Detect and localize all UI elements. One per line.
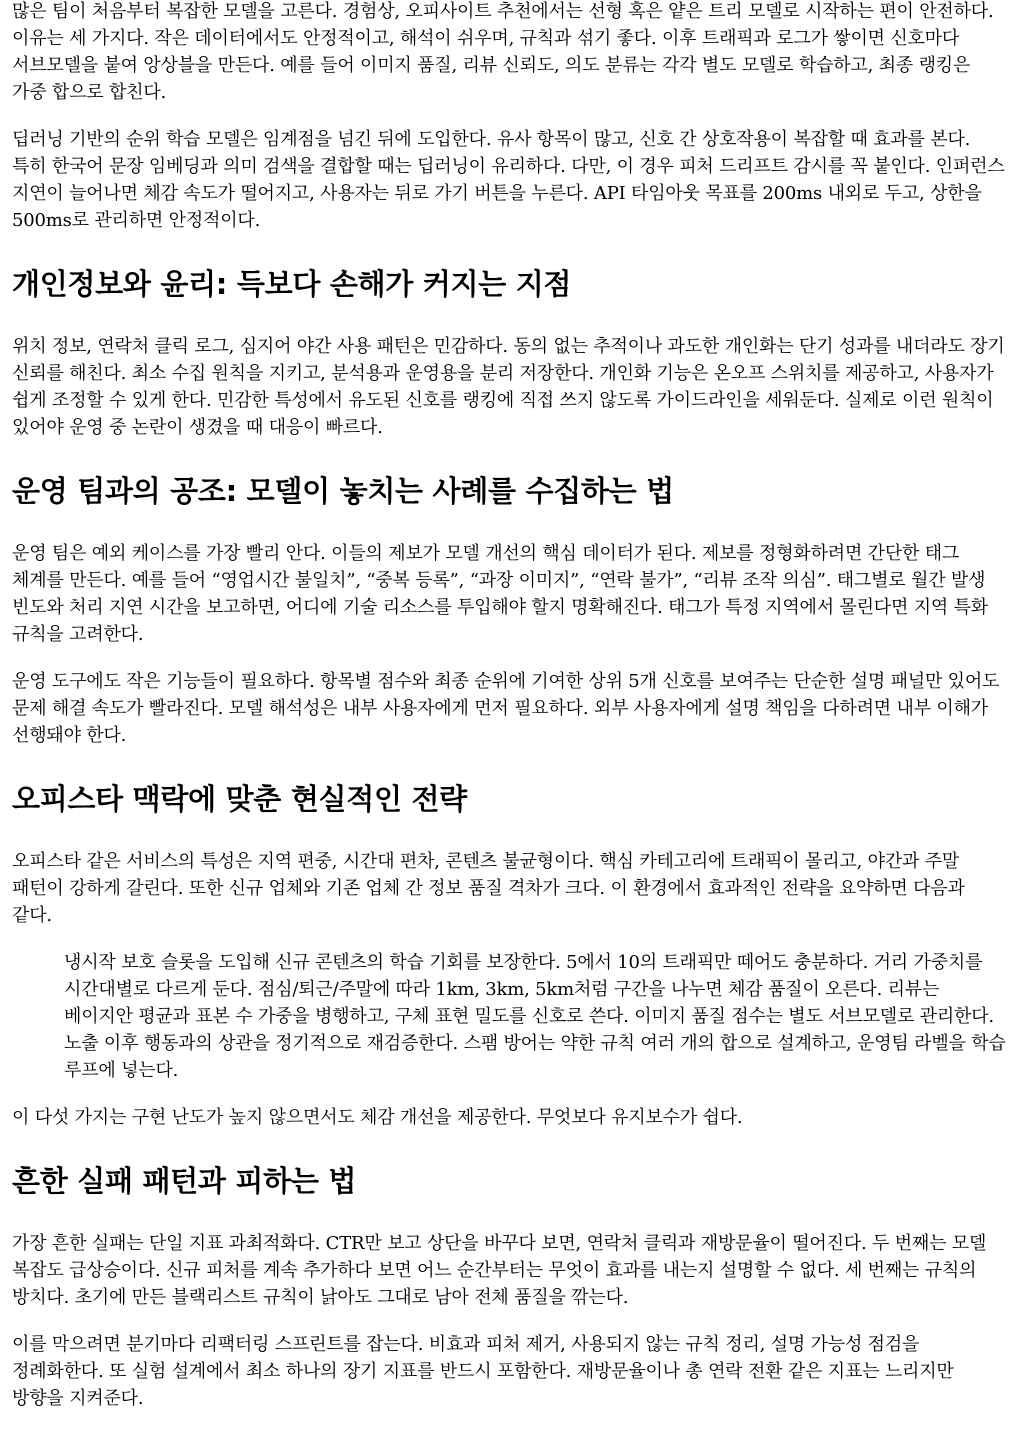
section-heading-privacy: 개인정보와 윤리: 득보다 손해가 커지는 지점 [12, 267, 572, 301]
strategy-paragraph-1: 오피스타 같은 서비스의 특성은 지역 편중, 시간대 편차, 콘텐츠 불균형이다. 핵심 카테고리에 트래픽이 몰리고, 야간과 주말 패턴이 강하게 갈린다. 또한 신규 업체와 기존 업체 간 정보 품질 격차가 크다. 이 환경에서 효과적인 전략을 요약하면 다음과 같다. [12, 851, 965, 926]
section-heading-ops: 운영 팀과의 공조: 모델이 놓치는 사례를 수집하는 법 [12, 474, 674, 508]
section-heading-strategy: 오피스타 맥락에 맞춘 현실적인 전략 [12, 782, 467, 816]
strategy-quote-text: 냉시작 보호 슬롯을 도입해 신규 콘텐츠의 학습 기회를 보장한다. 5에서 10의 트래픽만 떼어도 충분하다. 거리 가중치를 시간대별로 다르게 둔다. 점심/퇴근/주말에 따라 1km, 3km, 5km처럼 구간을 나누면 체감 품질이 오른다. 리뷰는 베이지안 평균과 표본 수 가중을 병행하고, 구체 표현 밀도를 신호로 쓴다. 이미지 품질 점수는 별도 서브모델로 관리한다. 노출 이후 행동과의 상관을 정기적으로 재검증한다. 스팸 방어는 약한 규칙 여러 개의 합으로 설계하고, 운영팀 라벨을 학습 루프에 넣는다. [64, 952, 1006, 1081]
strategy-paragraph-2: 이 다섯 가지는 구현 난도가 높지 않으면서도 체감 개선을 제공한다. 무엇보다 유지보수가 쉽다. [12, 1107, 743, 1128]
ops-paragraph-1: 운영 팀은 예외 케이스를 가장 빨리 안다. 이들의 제보가 모델 개선의 핵심 데이터가 된다. 제보를 정형화하려면 간단한 태그 체계를 만든다. 예를 들어 “영업시간 불일치”, “중복 등록”, “과장 이미지”, “연락 불가”, “리뷰 조작 의심”. 태그별로 월간 발생 빈도와 처리 지연 시간을 보고하면, 어디에 기술 리소스를 투입해야 할지 명확해진다. 태그가 특정 지역에서 몰린다면 지역 특화 규칙을 고려한다. [12, 543, 988, 645]
failure-paragraph-2: 이를 막으려면 분기마다 리팩터링 스프린트를 잡는다. 비효과 피처 제거, 사용되지 않는 규칙 정리, 설명 가능성 점검을 정례화한다. 또 실험 설계에서 최소 하나의 장기 지표를 반드시 포함한다. 재방문율이나 총 연락 전환 같은 지표는 느리지만 방향을 지켜준다. [12, 1334, 954, 1409]
privacy-paragraph-1: 위치 정보, 연락처 클릭 로그, 심지어 야간 사용 패턴은 민감하다. 동의 없는 추적이나 과도한 개인화는 단기 성과를 내더라도 장기 신뢰를 해친다. 최소 수집 원칙을 지키고, 분석용과 운영용을 분리 저장한다. 개인화 기능은 온오프 스위치를 제공하고, 사용자가 쉽게 조정할 수 있게 한다. 민감한 특성에서 유도된 신호를 랭킹에 직접 쓰지 않도록 가이드라인을 세워둔다. 실제로 이런 원칙이 있어야 운영 중 논란이 생겼을 때 대응이 빠르다. [12, 336, 1005, 438]
intro-paragraph-1: 많은 팀이 처음부터 복잡한 모델을 고른다. 경험상, 오피사이트 추천에서는 선형 혹은 얕은 트리 모델로 시작하는 편이 안전하다. 이유는 세 가지다. 작은 데이터에서도 안정적이고, 해석이 쉬우며, 규칙과 섞기 좋다. 이후 트래픽과 로그가 쌓이면 신호마다 서브모델을 붙여 앙상블을 만든다. 예를 들어 이미지 품질, 리뷰 신뢰도, 의도 분류는 각각 별도 모델로 학습하고, 최종 랭킹은 가중 합으로 합친다. [12, 1, 994, 103]
intro-paragraph-2: 딥러닝 기반의 순위 학습 모델은 임계점을 넘긴 뒤에 도입한다. 유사 항목이 많고, 신호 간 상호작용이 복잡할 때 효과를 본다. 특히 한국어 문장 임베딩과 의미 검색을 결합할 때는 딥러닝이 유리하다. 다만, 이 경우 피처 드리프트 감시를 꼭 붙인다. 인퍼런스 지연이 늘어나면 체감 속도가 떨어지고, 사용자는 뒤로 가기 버튼을 누른다. API 타임아웃 목표를 200ms 내외로 두고, 상한을 500ms로 관리하면 안정적이다. [12, 129, 1005, 231]
section-heading-failure: 흔한 실패 패턴과 피하는 법 [12, 1164, 357, 1198]
failure-paragraph-1: 가장 흔한 실패는 단일 지표 과최적화다. CTR만 보고 상단을 바꾸다 보면, 연락처 클릭과 재방문율이 떨어진다. 두 번째는 모델 복잡도 급상승이다. 신규 피처를 계속 추가하다 보면 어느 순간부터는 무엇이 효과를 내는지 설명할 수 없다. 세 번째는 규칙의 방치다. 초기에 만든 블랙리스트 규칙이 낡아도 그대로 남아 전체 품질을 깎는다. [12, 1233, 987, 1308]
ops-paragraph-2: 운영 도구에도 작은 기능들이 필요하다. 항목별 점수와 최종 순위에 기여한 상위 5개 신호를 보여주는 단순한 설명 패널만 있어도 문제 해결 속도가 빨라진다. 모델 해석성은 내부 사용자에게 먼저 필요하다. 외부 사용자에게 설명 책임을 다하려면 내부 이해가 선행돼야 한다. [12, 671, 1000, 746]
strategy-blockquote [64, 949, 1010, 1084]
